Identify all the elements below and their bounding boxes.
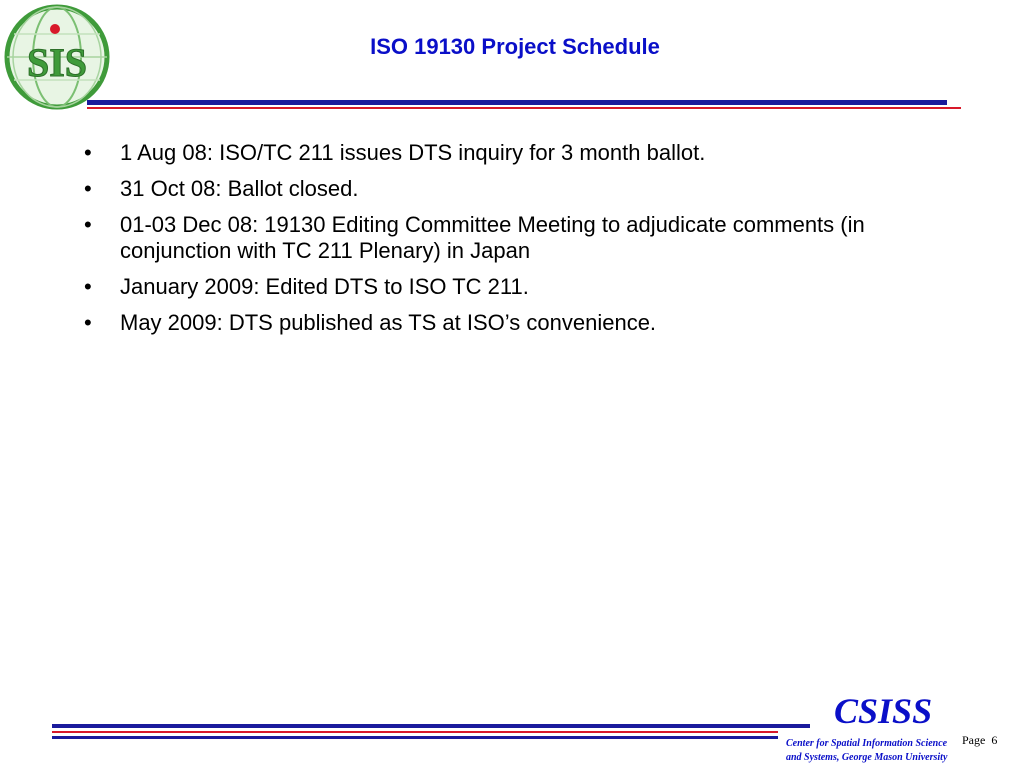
- bullet-icon: •: [84, 274, 92, 299]
- footer-rule-blue-lower: [52, 736, 778, 739]
- bullet-icon: •: [84, 176, 92, 201]
- list-item-text: May 2009: DTS published as TS at ISO’s convenience.: [120, 310, 657, 335]
- page-number-value: 6: [991, 733, 998, 747]
- list-item-text: 01-03 Dec 08: 19130 Editing Committee Meeting to adjudicate comments (in conjunction with TC 211 Plenary) in Japan: [120, 212, 865, 263]
- page-title: ISO 19130 Project Schedule: [370, 34, 660, 59]
- list-item: [84, 274, 964, 300]
- page-label: Page: [962, 733, 986, 747]
- list-item: [84, 212, 964, 264]
- footer-rule-blue: [52, 724, 810, 728]
- footer-brand: CSISS: [834, 691, 933, 731]
- footer-center-line-1: Center for Spatial Information Science: [786, 738, 948, 749]
- page-number: [962, 733, 997, 748]
- list-item: [84, 310, 964, 336]
- list-item: [84, 176, 964, 202]
- list-item-text: 31 Oct 08: Ballot closed.: [120, 176, 359, 201]
- header-rule-red: [87, 107, 961, 109]
- bullet-icon: •: [84, 140, 92, 165]
- bullet-icon: •: [84, 310, 92, 335]
- list-item: [84, 140, 964, 166]
- footer-center-line-2: and Systems, George Mason University: [786, 752, 948, 763]
- logo-globe-icon: [4, 4, 110, 110]
- header-rule-blue: [87, 100, 947, 105]
- bullet-icon: •: [84, 212, 92, 237]
- footer-rule-red: [52, 731, 778, 733]
- list-item-text: January 2009: Edited DTS to ISO TC 211.: [120, 274, 529, 299]
- list-item-text: 1 Aug 08: ISO/TC 211 issues DTS inquiry for 3 month ballot.: [120, 140, 706, 165]
- logo-text: SIS: [26, 40, 88, 85]
- schedule-list: [84, 140, 964, 346]
